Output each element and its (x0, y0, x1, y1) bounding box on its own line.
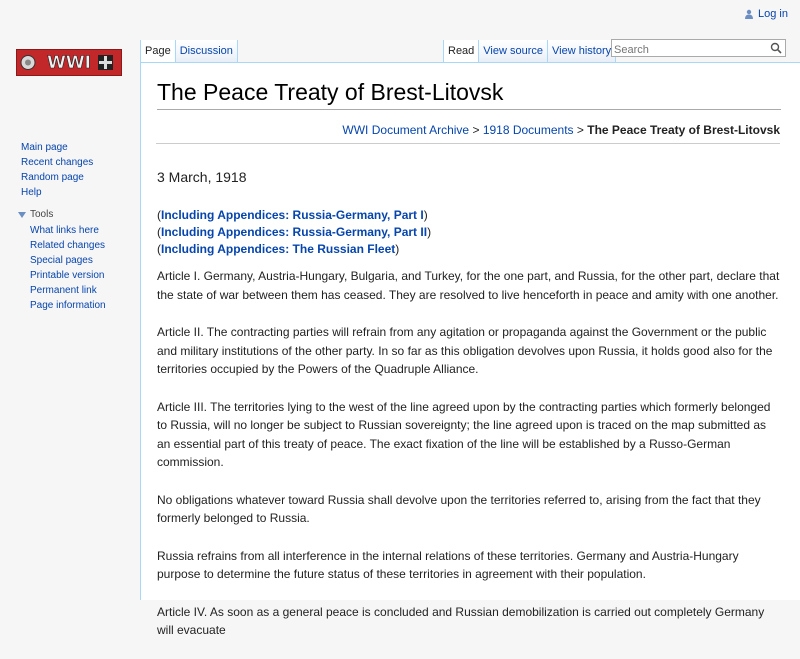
search-box (611, 39, 786, 57)
sidebar-item-related-changes[interactable]: Related changes (30, 240, 106, 251)
site-logo[interactable] (16, 49, 122, 76)
login-link[interactable]: Log in (758, 8, 788, 20)
sidebar-item-main-page[interactable]: Main page (21, 142, 68, 153)
tools-heading-label: Tools (30, 209, 54, 220)
article-paragraph: Article IV. As soon as a general peace is concluded and Russian demobilization is carried out completely Germany will evacuate (157, 604, 765, 637)
breadcrumb-link-1918[interactable]: 1918 Documents (482, 123, 574, 137)
sidebar-item-help[interactable]: Help (21, 187, 42, 198)
appendix-link-fleet[interactable]: Including Appendices: The Russian Fleet (161, 242, 396, 256)
sidebar-item-page-information[interactable]: Page information (30, 300, 106, 311)
document-date: 3 March, 1918 (157, 169, 247, 185)
sidebar-item-special-pages[interactable]: Special pages (30, 255, 93, 266)
article-paragraph: No obligations whatever toward Russia shall devolve upon the territories referred to, arising from the fact that they formerly belonged to Russia. (157, 492, 761, 525)
navigation-list (0, 140, 140, 200)
appendix-link-part-1[interactable]: Including Appendices: Russia-Germany, Part I (161, 208, 424, 222)
appendices-list (157, 207, 431, 258)
logo-text: WWI (47, 53, 91, 73)
appendix-item: (Including Appendices: Russia-Germany, Part II) (157, 225, 432, 239)
appendix-item: (Including Appendices: The Russian Fleet) (157, 242, 400, 256)
appendix-link-part-2[interactable]: Including Appendices: Russia-Germany, Part II (161, 225, 428, 239)
tools-heading[interactable] (0, 208, 140, 222)
breadcrumb-link-archive[interactable]: WWI Document Archive (342, 123, 470, 137)
namespace-tabs (140, 40, 238, 62)
article-paragraph: Russia refrains from all interference in the internal relations of these territories. Germany and Austria-Hungary purpose to determine the future status of these territories in agreement with their population. (157, 548, 739, 581)
logo-graphic (17, 50, 121, 75)
tab-view-history[interactable]: View history (548, 40, 616, 62)
personal-tools (744, 8, 788, 20)
page-title: The Peace Treaty of Brest-Litovsk (157, 79, 781, 110)
search-icon[interactable] (770, 42, 782, 54)
article-paragraph: Article II. The contracting parties will refrain from any agitation or propaganda against the Government or the public and military institutions of the other party. In so far as this obligation devolves upon Russia, it holds good also for the territories occupied by the Powers of the Quadruple Alliance. (157, 325, 773, 376)
sidebar-item-permanent-link[interactable]: Permanent link (30, 285, 97, 296)
sidebar-item-random-page[interactable]: Random page (21, 172, 84, 183)
search-input[interactable] (614, 43, 764, 57)
tab-page[interactable]: Page (140, 40, 176, 62)
sidebar (0, 140, 140, 313)
sidebar-item-what-links-here[interactable]: What links here (30, 225, 99, 236)
article-paragraph: Article I. Germany, Austria-Hungary, Bulgaria, and Turkey, for the one part, and Russia, for the other part, declare that the state of war between them has ceased. They are resolved to live henceforth in peace and amity with one another. (157, 269, 780, 302)
tab-view-source[interactable]: View source (479, 40, 548, 62)
sidebar-item-printable-version[interactable]: Printable version (30, 270, 105, 281)
user-icon (744, 9, 754, 19)
appendix-item: (Including Appendices: Russia-Germany, Part I) (157, 208, 428, 222)
breadcrumb-current: The Peace Treaty of Brest-Litovsk (587, 123, 780, 137)
sidebar-item-recent-changes[interactable]: Recent changes (21, 157, 94, 168)
view-tabs (443, 40, 616, 62)
article-paragraph: Article III. The territories lying to the west of the line agreed upon by the contracting parties which formerly belonged to Russia, will no longer be subject to Russian sovereignty; the line agreed upon is traced on the map submitted as an essential part of this treaty of peace. The exact fixation of the line will be established by a Russo-German commission. (157, 399, 771, 469)
tools-list (0, 223, 140, 313)
breadcrumb (156, 123, 780, 144)
triangle-down-icon (18, 212, 26, 218)
breadcrumb-separator: > (576, 123, 584, 137)
tab-discussion[interactable]: Discussion (176, 40, 238, 62)
breadcrumb-separator: > (472, 123, 480, 137)
content-area (140, 62, 800, 637)
tab-read[interactable]: Read (443, 40, 479, 62)
